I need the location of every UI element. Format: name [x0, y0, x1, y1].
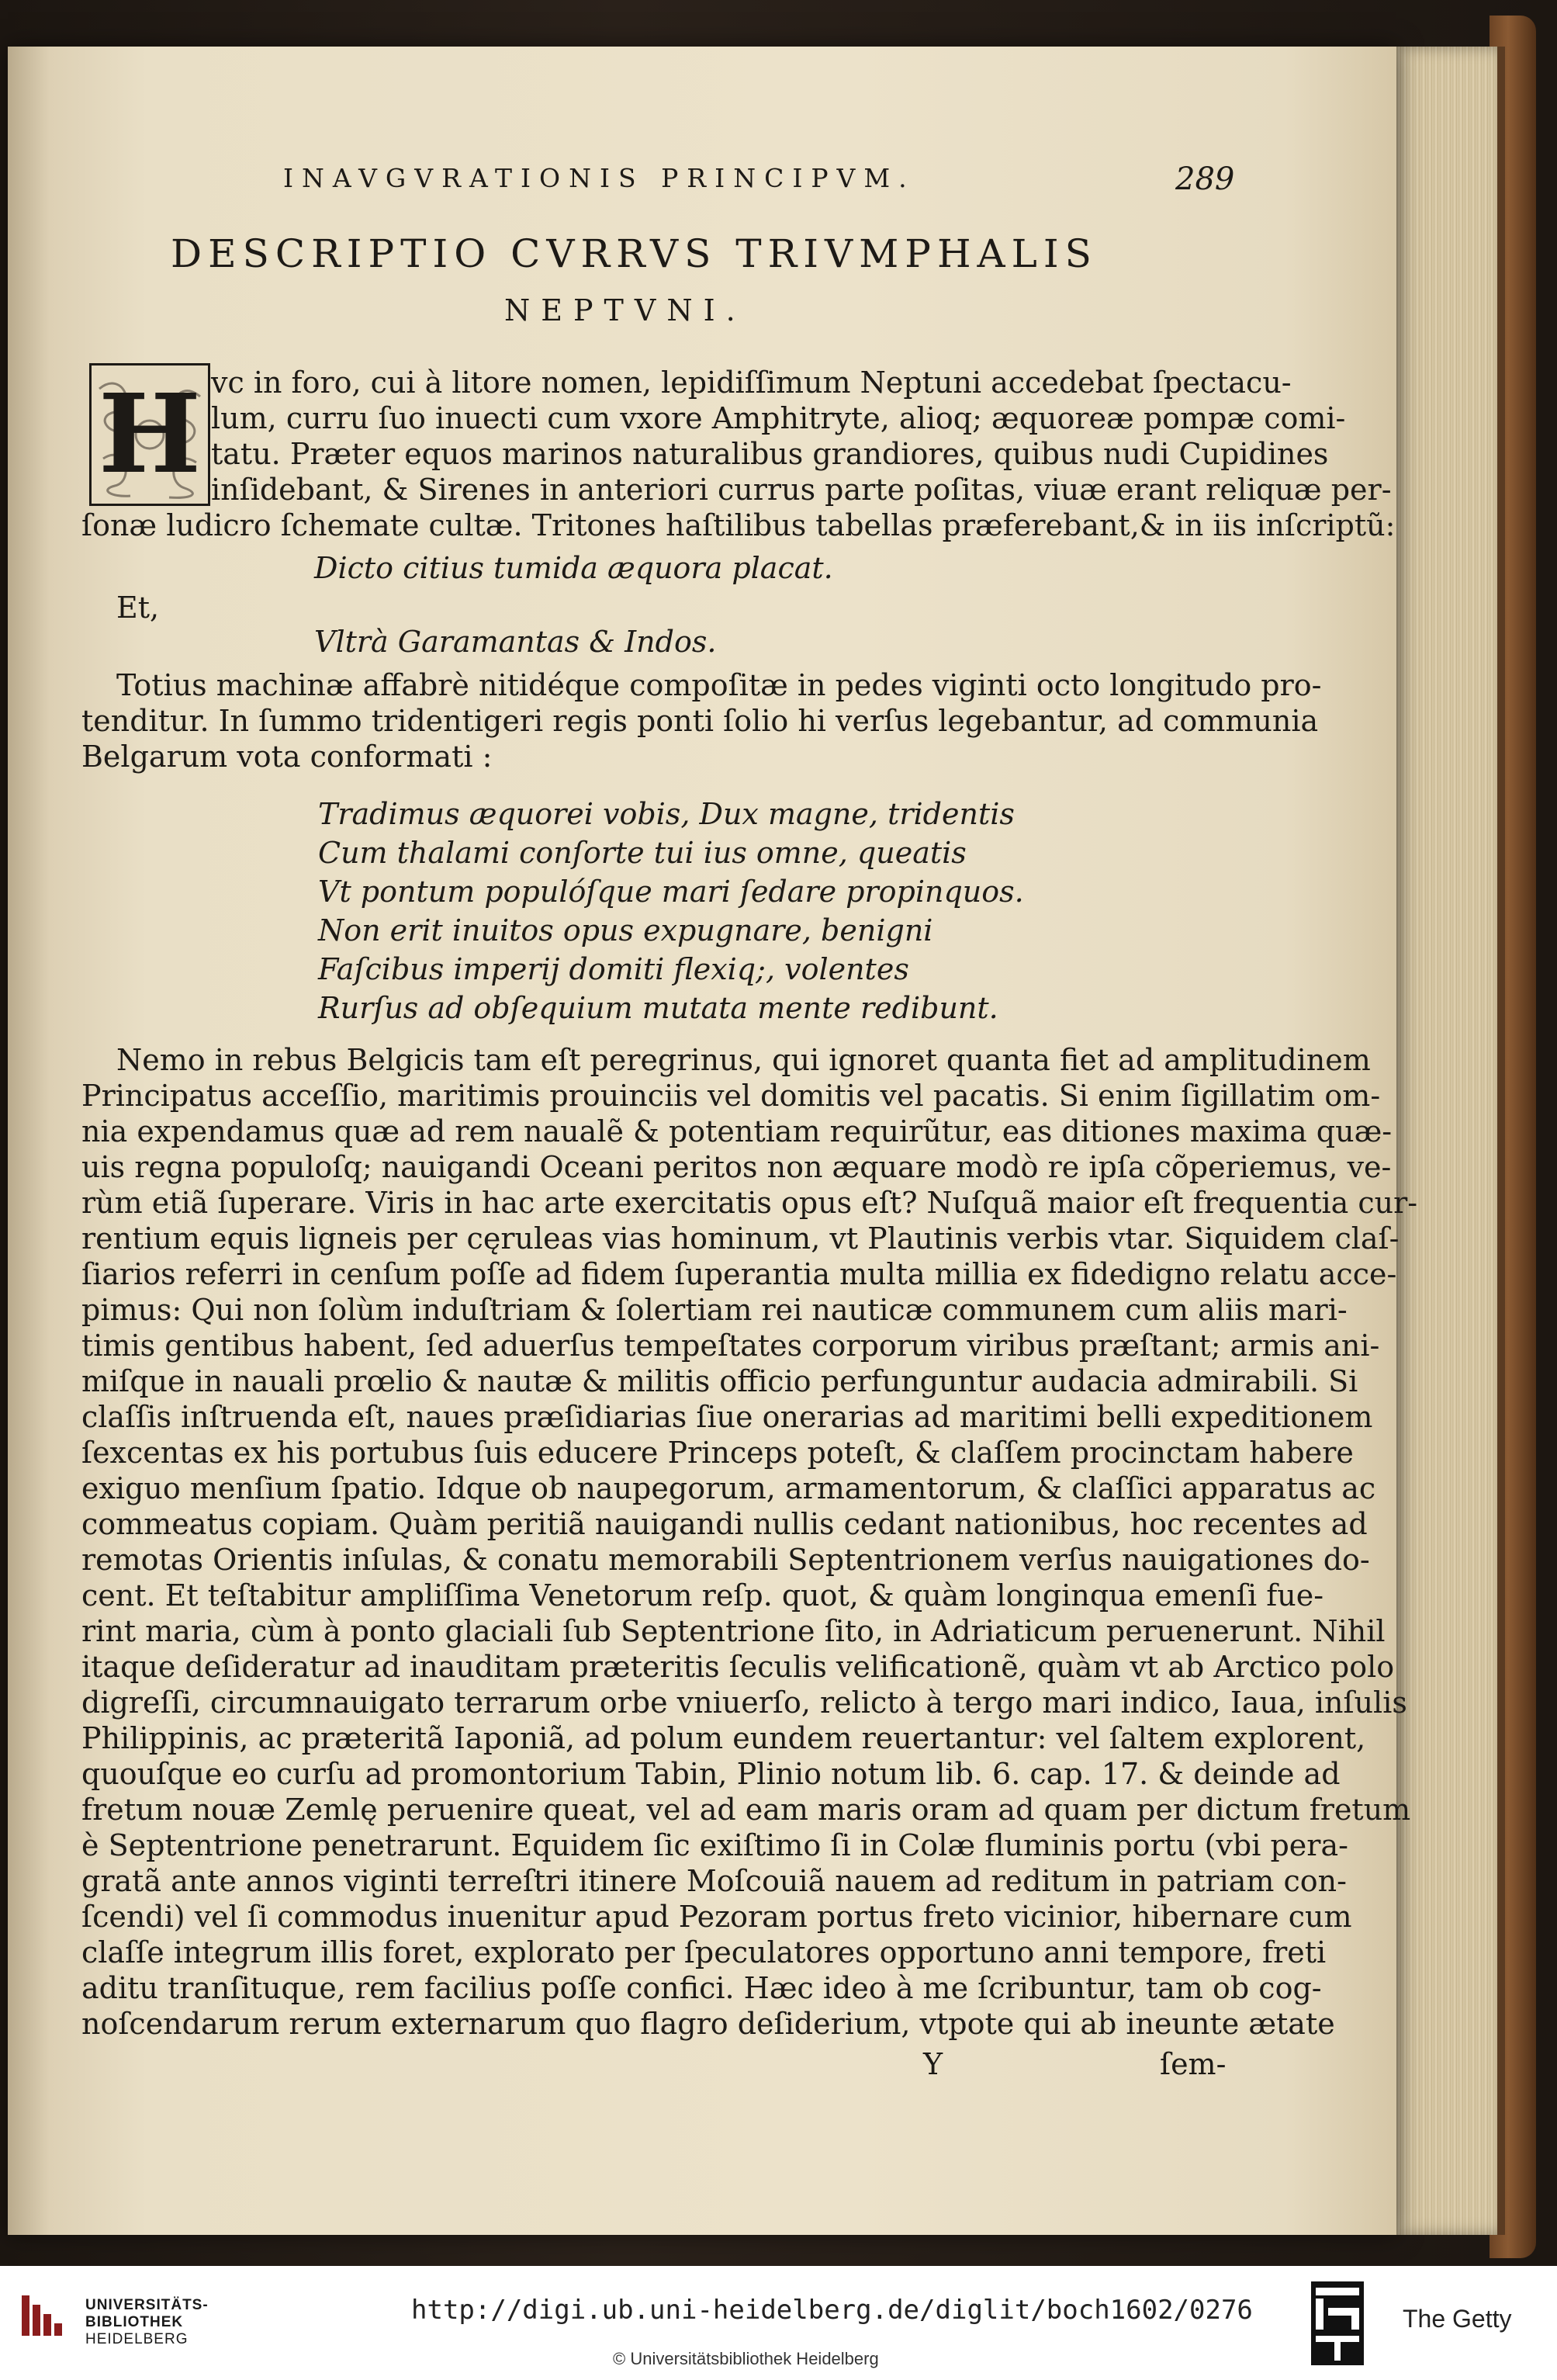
- body-line: è Septentrione penetrarunt. Equidem ſic exiſtimo ſi in Colæ fluminis portu (vbi pera-: [81, 1828, 1348, 1862]
- body-line: Belgarum vota conformati :: [81, 740, 493, 774]
- body-line: quouſque eo curſu ad promontorium Tabin, Plinio notum lib. 6. cap. 17. & deinde ad: [81, 1757, 1341, 1791]
- body-line: remotas Orientis inſulas, & conatu memorabili Septentrionem verſus nauigationes do-: [81, 1543, 1370, 1577]
- body-line: digreſſi, circumnauigato terrarum orbe vniuerſo, relicto à tergo mari indico, Iaua, inſulis: [81, 1685, 1407, 1720]
- body-line: rentium equis ligneis per cęruleas vias hominum, vt Plautinis verbis vtar. Siquidem claſ-: [81, 1221, 1400, 1256]
- verse-line: Vt pontum populóſque mari ſedare propinquos.: [318, 875, 1024, 909]
- et-line: Et,: [116, 591, 160, 625]
- partner-name: The Getty: [1403, 2305, 1512, 2333]
- body-line: noſcendarum rerum externarum quo flagro deſiderium, vtpote qui ab ineunte ætate: [81, 2007, 1335, 2041]
- body-line: rùm etiã ſuperare. Viris in hac arte exercitatis opus eſt? Nuſquã maior eſt frequentia cur-: [81, 1186, 1418, 1220]
- body-line: aditu tranſituque, rem facilius poſſe confici. Hæc ideo à me ſcribuntur, tam ob cog-: [81, 1971, 1322, 2005]
- verse-line: Faſcibus imperij domiti flexiq;, volentes: [318, 952, 909, 986]
- body-line: nia expendamus quæ ad rem naualẽ & potentiam requirũtur, eas ditiones maxima quæ-: [81, 1114, 1393, 1148]
- ornamental-drop-cap: [89, 363, 210, 506]
- body-line: Totius machinæ affabrè nitidéque compoſitæ in pedes viginti octo longitudo pro-: [116, 668, 1322, 702]
- body-line: miſque in nauali prœlio & nautæ & militis officio perfunguntur audacia admirabili. Si: [81, 1364, 1358, 1398]
- motto-line: Dicto citius tumida æquora placat.: [314, 551, 833, 585]
- body-line: cent. Et teſtabitur ampliſſima Venetorum reſp. quot, & quàm longinqua emenſi fue-: [81, 1578, 1324, 1613]
- verse-line: Tradimus æquorei vobis, Dux magne, tridentis: [318, 797, 1015, 831]
- signature-mark: Y: [923, 2047, 943, 2081]
- library-name-line-2: BIBLIOTHEK: [85, 2314, 184, 2330]
- body-line: fretum nouæ Zemlę peruenire queat, vel ad eam maris oram ad quam per dictum fretum: [81, 1793, 1411, 1827]
- body-line: ſonæ ludicro ſchemate cultæ. Tritones haſtilibus tabellas præferebant,& in iis inſcriptũ:: [81, 508, 1396, 542]
- body-line: rint maria, cùm à ponto glaciali ſub Septentrione ſito, in Adriaticum peruenerunt. Nihil: [81, 1614, 1386, 1648]
- university-library-logo-icon: [17, 2289, 70, 2342]
- chapter-title-line-1: DESCRIPTIO CVRRVS TRIVMPHALIS: [171, 231, 1098, 276]
- verse-line: Cum thalami conſorte tui ius omne, queatis: [318, 836, 967, 870]
- body-line: Principatus acceſſio, maritimis prouinciis vel domitis vel pacatis. Si enim ſigillatim om-: [81, 1079, 1381, 1113]
- body-line: commeatus copiam. Quàm peritiã nauigandi nullis cedant nationibus, hoc recentes ad: [81, 1507, 1368, 1541]
- body-line: gratã ante annos viginti terreſtri itinere Moſcouiã nauem ad reditum in patriam con-: [81, 1864, 1347, 1898]
- body-line: vc in foro, cui à litore nomen, lepidiſſimum Neptuni accedebat ſpectacu-: [211, 365, 1292, 400]
- body-line: pimus: Qui non ſolùm induſtriam & ſolertiam rei nauticæ communem cum aliis mari-: [81, 1293, 1348, 1327]
- verse-line: Rurſus ad obſequium mutata mente redibunt.: [318, 991, 998, 1025]
- catchword: ſem-: [1160, 2047, 1227, 2081]
- body-line: itaque deſideratur ad inauditam præteritis ſeculis velificationẽ, quàm vt ab Arctico polo: [81, 1650, 1395, 1684]
- permalink-url[interactable]: http://digi.ub.uni-heidelberg.de/diglit/boch1602/0276: [411, 2295, 1253, 2326]
- page-block-edges: [1389, 47, 1505, 2235]
- page-number: 289: [1175, 161, 1235, 197]
- body-line: exiguo menſium ſpatio. Idque ob naupegorum, armamentorum, & claſſici apparatus ac: [81, 1471, 1376, 1505]
- body-line: Philippinis, ac præteritã Iaponiã, ad polum eundem reuertantur: vel ſaltem explorent,: [81, 1721, 1366, 1755]
- body-line: claſſe integrum illis foret, explorato per ſpeculatores opportuno anni tempore, freti: [81, 1935, 1327, 1969]
- body-line: claſſis inſtruenda eſt, naues præſidiarias ſiue onerarias ad maritimi belli expeditionem: [81, 1400, 1373, 1434]
- verse-line: Non erit inuitos opus expugnare, benigni: [318, 913, 933, 947]
- book-page: [8, 47, 1418, 2235]
- drop-cap-letter: H: [98, 371, 202, 498]
- body-line: tatu. Præter equos marinos naturalibus grandiores, quibus nudi Cupidines: [211, 437, 1329, 471]
- body-line: tenditur. In ſummo tridentigeri regis ponti ſolio hi verſus legebantur, ad communia: [81, 704, 1319, 738]
- motto-line: Vltrà Garamantas & Indos.: [314, 625, 717, 659]
- body-line: ſcendi) vel ſi commodus inuenitur apud Pezoram portus freto vicinior, hibernare cum: [81, 1900, 1352, 1934]
- library-name-line-1: UNIVERSITÄTS-: [85, 2297, 209, 2313]
- running-header: INAVGVRATIONIS PRINCIPVM.: [283, 163, 915, 193]
- body-line: inſidebant, & Sirenes in anteriori currus parte poſitas, viuæ erant reliquæ per-: [211, 473, 1392, 507]
- chapter-title-line-2: NEPTVNI.: [504, 293, 746, 327]
- copyright-notice: © Universitätsbibliothek Heidelberg: [613, 2349, 879, 2368]
- body-line: ſexcentas ex his portubus ſuis educere Princeps poteſt, & claſſem procinctam habere: [81, 1436, 1354, 1470]
- body-line: ſiarios referri in cenſum poſſe ad fidem ſuperantia multa millia ex fidedigno relatu acce-: [81, 1257, 1397, 1291]
- body-line: timis gentibus habent, ſed aduerſus tempeſtates corporum viribus præſtant; armis ani-: [81, 1329, 1380, 1363]
- body-line: Nemo in rebus Belgicis tam eſt peregrinus, qui ignoret quanta fiet ad amplitudinem: [116, 1043, 1371, 1077]
- body-line: lum, curru ſuo inuecti cum vxore Amphitryte, alioq; æquoreæ pompæ comi-: [211, 401, 1346, 435]
- getty-logo-icon: [1311, 2281, 1364, 2365]
- body-line: uis regna populoſq; nauigandi Oceani peritos non æquare modò re ipſa cõperiemus, ve-: [81, 1150, 1392, 1184]
- library-name-line-3: HEIDELBERG: [85, 2331, 189, 2347]
